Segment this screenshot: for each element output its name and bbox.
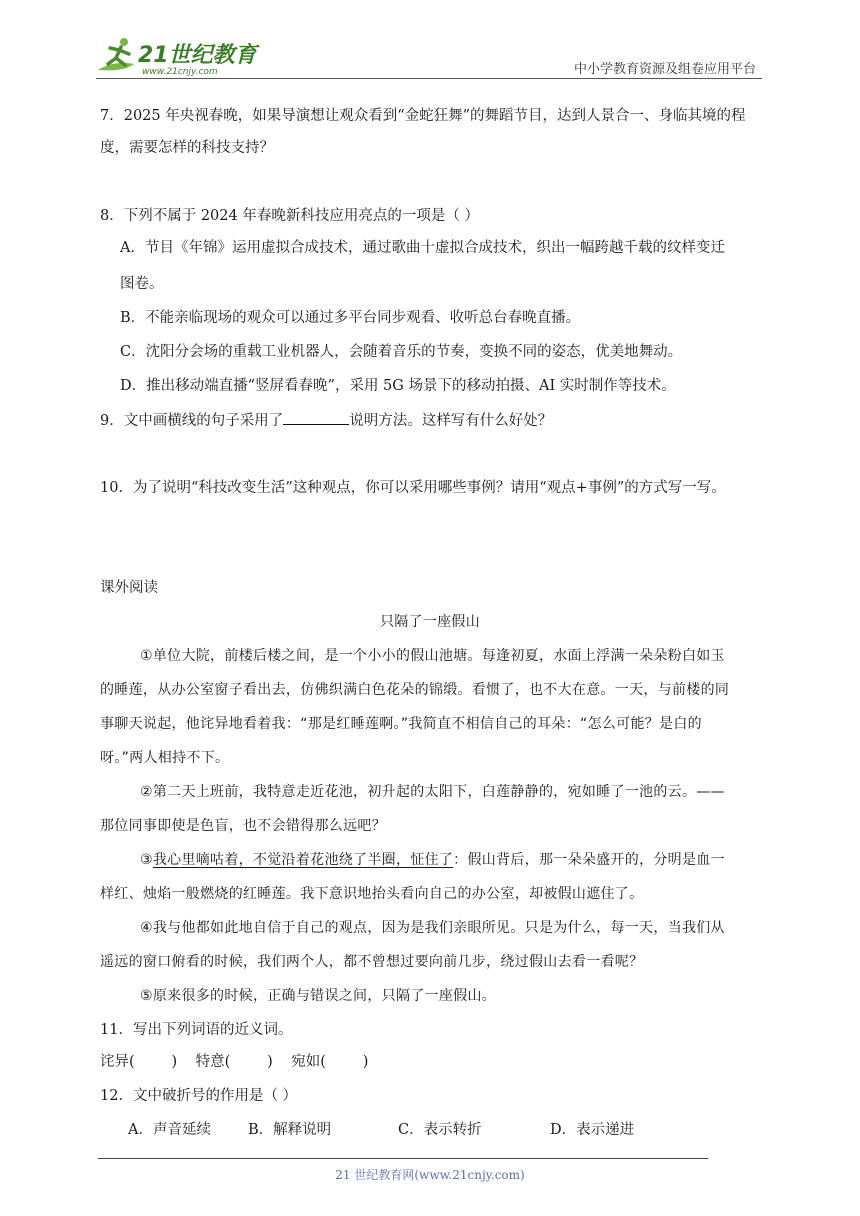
footer-divider xyxy=(98,1158,708,1159)
q9-post: 说明方法。这样写有什么好处？ xyxy=(349,413,553,429)
q12-stem: 12．文中破折号的作用是（ ） xyxy=(100,1088,298,1104)
q8-option-c: C．沈阳分会场的重载工业机器人，会随着音乐的节奏，变换不同的姿态，优美地舞动。 xyxy=(120,344,683,360)
q11-items: 诧异( ) 特意( ) 宛如( ) xyxy=(100,1054,369,1070)
article-p4-line1: ④我与他都如此地自信于自己的观点，因为是我们亲眼所见。只是为什么，每一天，当我们从 xyxy=(140,920,725,936)
header-divider xyxy=(96,78,762,79)
article-p1-line1: ①单位大院，前楼后楼之间，是一个小小的假山池塘。每逢初夏，水面上浮满一朵朵粉白如玉 xyxy=(140,648,725,664)
article-p3-line1 xyxy=(140,850,725,870)
q8-option-a-line1: A．节目《年锦》运用虚拟合成技术，通过歌曲十虚拟合成技术，织出一幅跨越千载的纹样变迁 xyxy=(120,240,725,256)
article-p5: ⑤原来很多的时候，正确与错误之间，只隔了一座假山。 xyxy=(140,988,497,1004)
article-p3-line2: 样红、烛焰一般燃烧的红睡莲。我下意识地抬头看向自己的办公室，却被假山遮住了。 xyxy=(100,886,644,902)
q7-line2: 度，需要怎样的科技支持？ xyxy=(100,140,274,156)
article-title: 只隔了一座假山 xyxy=(379,614,481,630)
article-p1-line2: 的睡莲，从办公室窗子看出去，仿佛织满白色花朵的锦缎。看惯了，也不大在意。一天，与前楼的同 xyxy=(100,682,730,698)
q8-stem: 8．下列不属于 2024 年春晚新科技应用亮点的一项是（ ） xyxy=(100,208,479,224)
header-platform-name: 中小学教育资源及组卷应用平台 xyxy=(573,62,756,77)
underlined-sentence: 我心里嘀咕着，不觉沿着花池绕了半圈，怔住了 xyxy=(152,852,454,868)
q12-option-a: A．声音延续 xyxy=(128,1122,211,1138)
article-p1-line3: 事聊天说起，他诧异地看着我：“那是红睡莲啊。”我简直不相信自己的耳朵：“怎么可能？是白的 xyxy=(100,716,702,732)
article-p3-num: ③ xyxy=(140,852,153,868)
q10: 10．为了说明“科技改变生活”这种观点，你可以采用哪些事例？请用“观点+事例”的方式写一写。 xyxy=(100,480,726,496)
article-p3-rest: ：假山背后，那一朵朵盛开的，分明是血一 xyxy=(453,852,725,868)
q9-pre: 9．文中画横线的句子采用了 xyxy=(100,413,284,429)
article-p1-line4: 呀。”两人相持不下。 xyxy=(100,750,230,766)
q12-option-b: B．解释说明 xyxy=(248,1122,332,1138)
site-logo xyxy=(94,34,264,80)
q12-option-d: D．表示递进 xyxy=(550,1122,635,1138)
q8-option-a-line2: 图卷。 xyxy=(120,276,164,292)
q8-option-d: D．推出移动端直播“竖屏看春晚”，采用 5G 场景下的移动拍摄、AI 实时制作等技术。 xyxy=(120,378,676,394)
article-p2-line1: ②第二天上班前，我特意走近花池，初升起的太阳下，白莲静静的，宛如睡了一池的云。—— xyxy=(140,784,725,800)
q12-option-c: C．表示转折 xyxy=(398,1122,482,1138)
q9-blank xyxy=(283,410,349,425)
q9 xyxy=(100,410,552,431)
runner-logo-icon xyxy=(94,34,264,80)
logo-url: www.21cnjy.com xyxy=(142,67,218,77)
article-p4-line2: 遥远的窗口俯看的时候，我们两个人，都不曾想过要向前几步，绕过假山去看一看呢？ xyxy=(100,954,644,970)
footer-text: 21 世纪教育网(www.21cnjy.com) xyxy=(335,1168,525,1182)
q8-option-b: B．不能亲临现场的观众可以通过多平台同步观看、收听总台春晚直播。 xyxy=(120,310,581,326)
q11-stem: 11．写出下列词语的近义词。 xyxy=(100,1022,293,1038)
article-p2-line2: 那位同事即使是色盲，也不会错得那么远吧？ xyxy=(100,818,386,834)
section-title: 课外阅读 xyxy=(100,580,158,596)
q7-line1: 7．2025 年央视春晚，如果导演想让观众看到“金蛇狂舞”的舞蹈节目，达到人景合一、身临其境的程 xyxy=(100,108,746,124)
logo-text: 21世纪教育 xyxy=(138,43,257,68)
